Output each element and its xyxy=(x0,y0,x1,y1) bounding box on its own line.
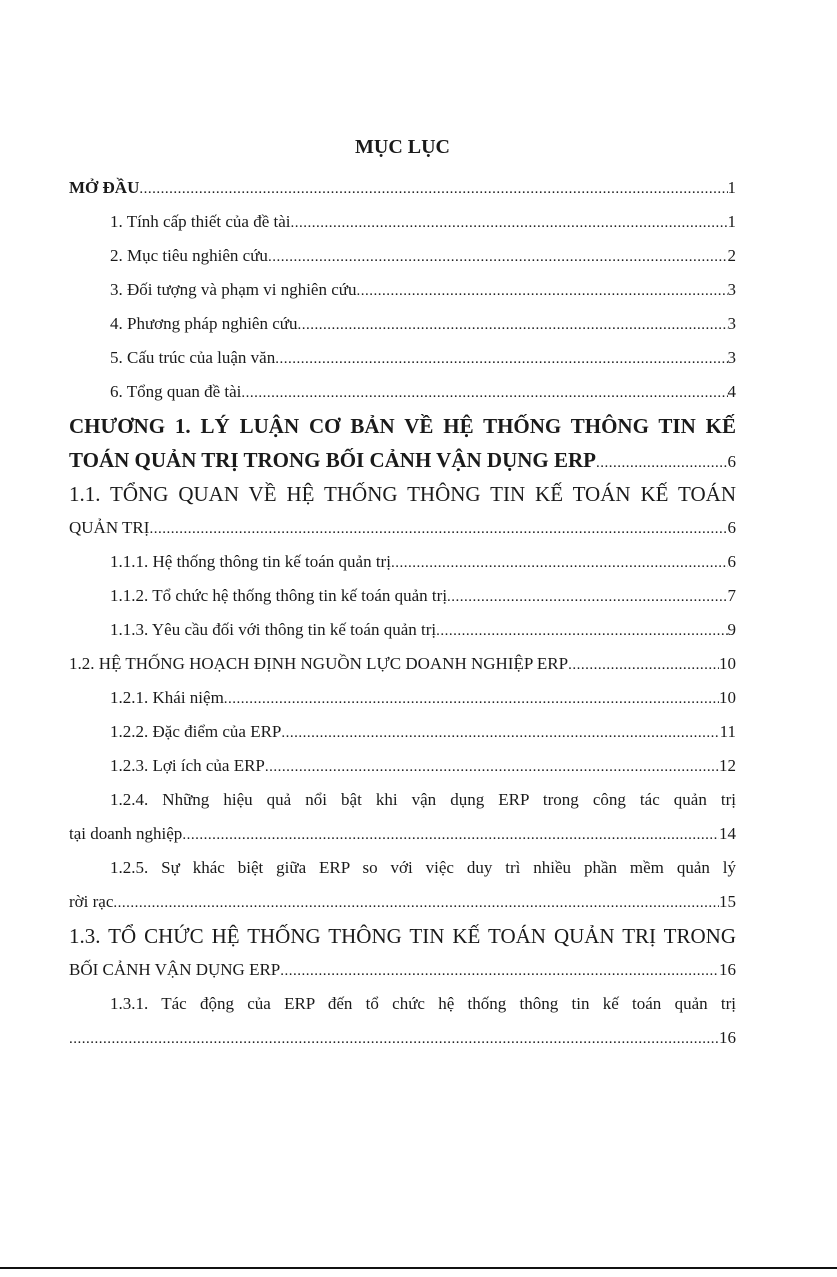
toc-title: MỤC LỤC xyxy=(355,136,450,158)
toc-page-number: 10 xyxy=(719,654,736,673)
toc-leader xyxy=(280,953,719,988)
toc-page-number: 3 xyxy=(727,280,736,299)
toc-page-number: 15 xyxy=(719,892,736,911)
toc-entry[interactable] xyxy=(69,239,736,273)
toc-leader xyxy=(290,205,727,240)
toc-leader xyxy=(568,647,719,682)
toc-entry[interactable] xyxy=(69,273,736,307)
toc-leader xyxy=(447,579,727,614)
toc-page-number: 14 xyxy=(719,824,736,843)
toc-page-number: 4 xyxy=(727,382,736,401)
toc-entry[interactable] xyxy=(69,511,736,545)
toc-entry-label: 1.1.1. Hệ thống thông tin kế toán quản trị xyxy=(110,552,391,571)
toc-page-number: 12 xyxy=(719,756,736,775)
toc-page-number: 3 xyxy=(727,348,736,367)
toc-leader xyxy=(139,171,727,206)
toc-leader xyxy=(281,715,719,750)
toc-entry-label: 1. Tính cấp thiết của đề tài xyxy=(110,212,291,231)
toc-page-number: 2 xyxy=(727,246,736,265)
toc-entry-first-line[interactable]: 1.1. TỔNG QUAN VỀ HỆ THỐNG THÔNG TIN KẾ TOÁN KẾ TOÁN xyxy=(69,482,736,506)
toc-entry[interactable] xyxy=(69,613,736,647)
toc-entry[interactable] xyxy=(69,953,736,987)
toc-entry-label: rời rạc xyxy=(69,892,114,911)
table-of-contents xyxy=(69,133,736,1055)
toc-page-number: 6 xyxy=(727,552,736,571)
toc-entry[interactable] xyxy=(69,443,736,477)
toc-entry-label: 3. Đối tượng và phạm vi nghiên cứu xyxy=(110,280,357,299)
toc-page-number: 16 xyxy=(719,960,736,979)
toc-page-number: 1 xyxy=(727,212,736,231)
toc-entry[interactable] xyxy=(69,171,736,205)
toc-leader xyxy=(297,307,727,342)
toc-leader xyxy=(182,817,719,852)
toc-entry[interactable] xyxy=(69,375,736,409)
page-bottom-rule xyxy=(0,1267,837,1269)
toc-entry-label: 1.1.3. Yêu cầu đối với thông tin kế toán quản trị xyxy=(110,620,437,639)
toc-entry-label: 1.2.3. Lợi ích của ERP xyxy=(110,756,265,775)
toc-leader xyxy=(69,1021,719,1056)
toc-entry[interactable] xyxy=(69,749,736,783)
toc-entry[interactable] xyxy=(69,885,736,919)
toc-entry-first-line[interactable]: 1.3.1. Tác động của ERP đến tổ chức hệ thống thông tin kế toán quản trị xyxy=(110,994,736,1013)
toc-page-number: 7 xyxy=(727,586,736,605)
toc-page-number: 11 xyxy=(719,722,736,741)
toc-entry-label: 1.1.2. Tổ chức hệ thống thông tin kế toán quản trị xyxy=(110,586,448,605)
toc-entry-first-line[interactable]: 1.2.4. Những hiệu quả nổi bật khi vận dụng ERP trong công tác quản trị xyxy=(110,790,736,809)
toc-leader xyxy=(149,511,727,546)
toc-leader xyxy=(391,545,728,580)
toc-leader xyxy=(113,885,719,920)
toc-entry[interactable] xyxy=(69,205,736,239)
toc-entry[interactable] xyxy=(69,341,736,375)
toc-leader xyxy=(436,613,727,648)
toc-entry[interactable] xyxy=(69,545,736,579)
toc-entry[interactable] xyxy=(69,307,736,341)
toc-entry-label: 1.2.1. Khái niệm xyxy=(110,688,224,707)
toc-page-number: 10 xyxy=(719,688,736,707)
toc-page-number: 3 xyxy=(727,314,736,333)
toc-entry-label: tại doanh nghiệp xyxy=(69,824,183,843)
toc-entry-first-line[interactable]: 1.2.5. Sự khác biệt giữa ERP so với việc duy trì nhiều phần mềm quản lý xyxy=(110,858,736,877)
toc-page-number: 6 xyxy=(727,518,736,537)
toc-entry-label: BỐI CẢNH VẬN DỤNG ERP xyxy=(69,960,281,979)
toc-page-number: 9 xyxy=(727,620,736,639)
toc-entry-label: 2. Mục tiêu nghiên cứu xyxy=(110,246,268,265)
toc-leader xyxy=(268,239,728,274)
toc-entry[interactable] xyxy=(69,579,736,613)
toc-entry[interactable] xyxy=(69,647,736,681)
toc-entry-label: 4. Phương pháp nghiên cứu xyxy=(110,314,298,333)
toc-entry-label: TOÁN QUẢN TRỊ TRONG BỐI CẢNH VẬN DỤNG ERP xyxy=(69,448,597,472)
toc-entry-label: 1.2. HỆ THỐNG HOẠCH ĐỊNH NGUỒN LỰC DOANH NGHIỆP ERP xyxy=(69,654,569,673)
toc-leader xyxy=(265,749,719,784)
toc-entry-label: 6. Tổng quan đề tài xyxy=(110,382,242,401)
toc-leader xyxy=(596,443,727,480)
toc-leader xyxy=(275,341,727,376)
toc-entry-label: 5. Cấu trúc của luận văn xyxy=(110,348,276,367)
toc-entry[interactable] xyxy=(69,817,736,851)
toc-entry[interactable] xyxy=(69,715,736,749)
toc-entry-label: QUẢN TRỊ xyxy=(69,518,150,537)
toc-entry-first-line[interactable]: CHƯƠNG 1. LÝ LUẬN CƠ BẢN VỀ HỆ THỐNG THÔNG TIN KẾ xyxy=(69,414,736,438)
toc-leader xyxy=(357,273,728,308)
toc-leader xyxy=(224,681,719,716)
toc-entry-label: MỞ ĐẦU xyxy=(69,178,140,197)
toc-page-number: 1 xyxy=(727,178,736,197)
toc-page-number: 16 xyxy=(719,1028,736,1047)
toc-entry[interactable] xyxy=(69,1021,736,1055)
toc-page-number: 6 xyxy=(727,452,736,471)
toc-leader xyxy=(241,375,727,410)
toc-entry[interactable] xyxy=(69,681,736,715)
toc-entry-first-line[interactable]: 1.3. TỔ CHỨC HỆ THỐNG THÔNG TIN KẾ TOÁN QUẢN TRỊ TRONG xyxy=(69,924,736,948)
toc-entry-label: 1.2.2. Đặc điểm của ERP xyxy=(110,722,282,741)
